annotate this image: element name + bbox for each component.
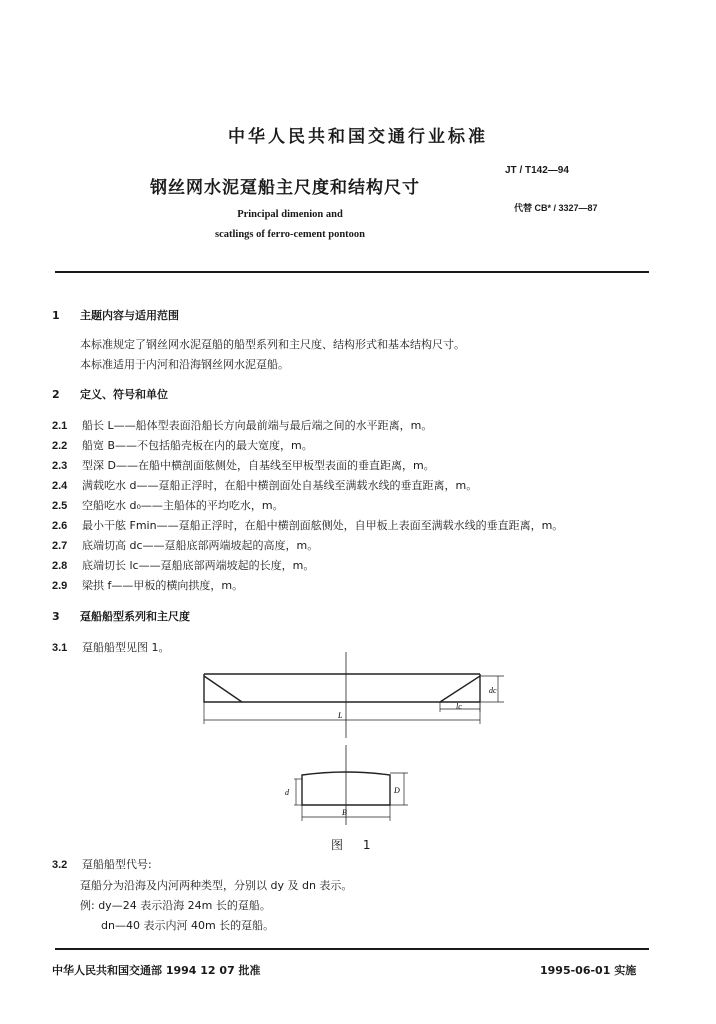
figure-caption: 图 1 [331, 838, 379, 852]
definition-item: 2.6 最小干舷 Fmin——趸船正浮时，在船中横剖面舷侧处，自甲板上表面至满载水线的垂直距离，m。 [52, 519, 564, 532]
label-D: D [394, 786, 400, 795]
subsection-3-2-example-2: dn—40 表示内河 40m 长的趸船。 [101, 919, 275, 932]
definition-item: 2.3 型深 D——在船中横剖面舷侧处，自基线至甲板型表面的垂直距离，m。 [52, 459, 435, 472]
label-d: d [285, 788, 289, 797]
definition-item: 2.5 空船吃水 d₀——主船体的平均吃水，m。 [52, 499, 284, 512]
footer-rule [55, 948, 649, 950]
subsection-3-1: 3.1 趸船船型见图 1。 [52, 641, 170, 654]
definition-item: 2.4 满载吃水 d——趸船正浮时，在船中横剖面处自基线至满载水线的垂直距离，m。 [52, 479, 478, 492]
document-title-cn: 钢丝网水泥趸船主尺度和结构尺寸 [150, 178, 420, 198]
header-rule [55, 271, 649, 273]
section-1-para-2: 本标准适用于内河和沿海钢丝网水泥趸船。 [80, 358, 289, 371]
definition-item: 2.8 底端切长 lc——趸船底部两端坡起的长度，m。 [52, 559, 315, 572]
section-title: 趸船船型系列和主尺度 [80, 610, 190, 623]
label-lc: lc [456, 702, 462, 711]
definition-item: 2.9 梁拱 f——甲板的横向拱度，m。 [52, 579, 244, 592]
label-L: L [338, 711, 343, 720]
hull-profile [204, 674, 480, 702]
label-dc: dc [489, 686, 497, 695]
standard-code: JT / T142—94 [505, 165, 569, 176]
section-number: 1 [52, 309, 60, 322]
section-title: 主题内容与适用范围 [80, 309, 179, 322]
approval-date: 中华人民共和国交通部 1994 12 07 批准 [52, 964, 261, 977]
section-3-heading [52, 608, 190, 624]
subsection-3-2-example-1: 例: dy—24 表示沿海 24m 长的趸船。 [80, 899, 271, 912]
section-number: 3 [52, 610, 60, 623]
definition-item: 2.7 底端切高 dc——趸船底部两端坡起的高度，m。 [52, 539, 319, 552]
standard-org-title: 中华人民共和国交通行业标准 [228, 127, 488, 147]
label-B: B [342, 808, 347, 817]
replaces-code: 代替 CB* / 3327—87 [514, 203, 598, 213]
figure-1-cross-section [270, 745, 420, 827]
section-1-para-1: 本标准规定了钢丝网水泥趸船的船型系列和主尺度、结构形式和基本结构尺寸。 [80, 338, 465, 351]
subsection-3-2-para-1: 趸船分为沿海及内河两种类型，分别以 dy 及 dn 表示。 [80, 879, 353, 892]
figure-1-side-view [170, 650, 530, 740]
section-2-heading [52, 386, 168, 402]
section-1-heading [52, 307, 179, 323]
definition-item: 2.2 船宽 B——不包括船壳板在内的最大宽度，m。 [52, 439, 313, 452]
document-title-en-line2: scatlings of ferro-cement pontoon [215, 229, 365, 240]
section-title: 定义、符号和单位 [80, 388, 168, 401]
section-number: 2 [52, 388, 60, 401]
definition-item: 2.1 船长 L——船体型表面沿船长方向最前端与最后端之间的水平距离，m。 [52, 419, 433, 432]
effective-date: 1995-06-01 实施 [540, 964, 637, 977]
document-title-en-line1: Principal dimenion and [237, 209, 343, 220]
subsection-3-2: 3.2 趸船船型代号: [52, 858, 152, 871]
